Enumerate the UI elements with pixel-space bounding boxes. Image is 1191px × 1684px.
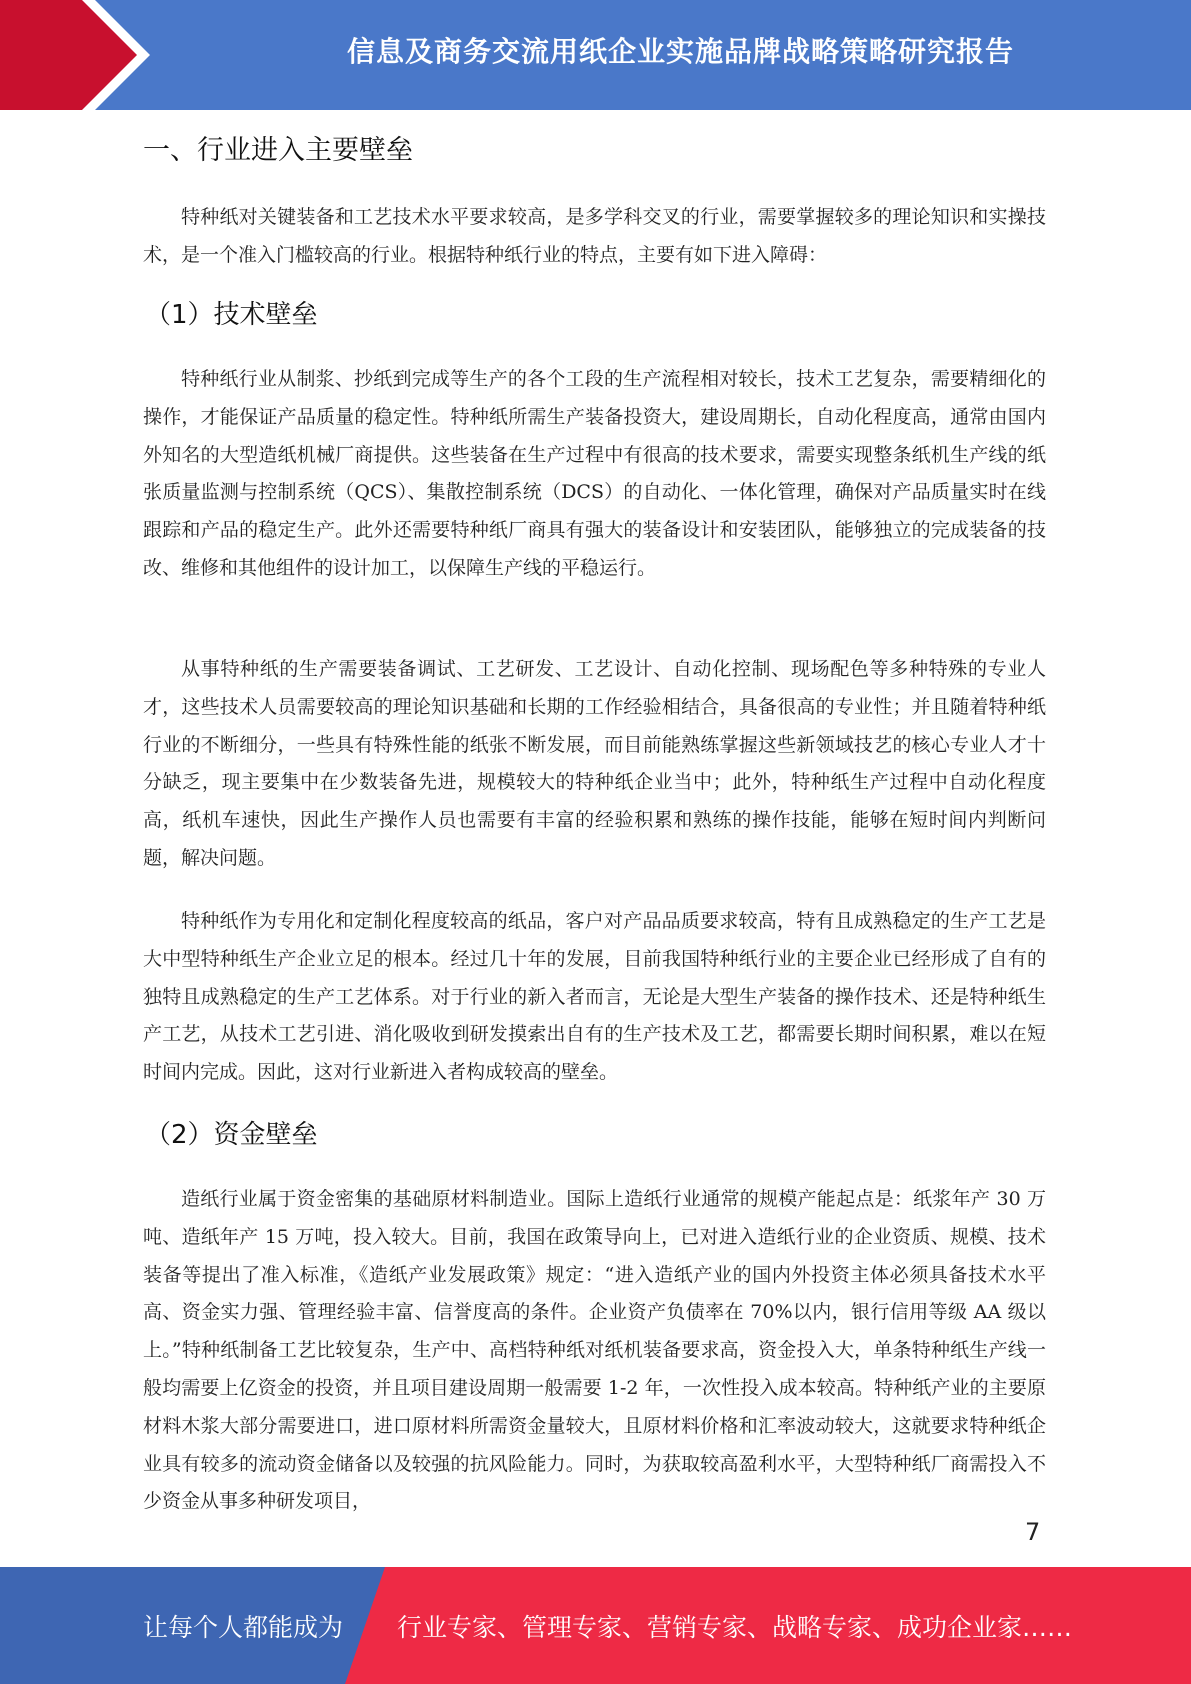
report-title: 信息及商务交流用纸企业实施品牌战略策略研究报告 (346, 35, 1014, 68)
tech-paragraph-3: 特种纸作为专用化和定制化程度较高的纸品，客户对产品品质要求较高，特有且成熟稳定的生产工艺是大中型特种纸生产企业立足的根本。经过几十年的发展，目前我国特种纸行业的主要企业已经形成了自有的独特且成熟稳定的生产工艺体系。对于行业的新入者而言，无论是大型生产装备的操作技术、还是特种纸生产工艺，从技术工艺引进、消化吸收到研发摸索出自有的生产技术及工艺，都需要长期时间积累，难以在短时间内完成。因此，这对行业新进入者构成较高的壁垒。 (143, 910, 1046, 1084)
tech-paragraph-1: 特种纸行业从制浆、抄纸到完成等生产的各个工段的生产流程相对较长，技术工艺复杂，需要精细化的操作，才能保证产品质量的稳定性。特种纸所需生产装备投资大，建设周期长，自动化程度高，通常由国内外知名的大型造纸机械厂商提供。这些装备在生产过程中有很高的技术要求，需要实现整条纸机生产线的纸张质量监测与控制系统（QCS）、集散控制系统（DCS）的自动化、一体化管理，确保对产品质量实时在线跟踪和产品的稳定生产。此外还需要特种纸厂商具有强大的装备设计和安装团队，能够独立的完成装备的技改、维修和其他组件的设计加工，以保障生产线的平稳运行。 (143, 368, 1046, 579)
section-heading: 一、行业进入主要壁垒 (143, 135, 413, 166)
capital-paragraph-1: 造纸行业属于资金密集的基础原材料制造业。国际上造纸行业通常的规模产能起点是：纸浆年产 30 万吨、造纸年产 15 万吨，投入较大。目前，我国在政策导向上，已对进入造纸行业的企业资质、规模、技术装备等提出了准入标准，《造纸产业发展政策》规定：“进入造纸产业的国内外投资主体必须具备技术水平高、资金实力强、管理经验丰富、信誉度高的条件。企业资产负债率在 70%以内，银行信用等级 AA 级以上。”特种纸制备工艺比较复杂，生产中、高档特种纸对纸机装备要求高，资金投入大，单条特种纸生产线一般均需要上亿资金的投资，并且项目建设周期一般需要 1-2 年，一次性投入成本较高。特种纸产业的主要原材料木浆大部分需要进口，进口原材料所需资金量较大，且原材料价格和汇率波动较大，这就要求特种纸企业具有较多的流动资金储备以及较强的抗风险能力。同时，为获取较高盈利水平，大型特种纸厂商需投入不少资金从事多种研发项目， (143, 1188, 1046, 1513)
tech-paragraph-2: 从事特种纸的生产需要装备调试、工艺研发、工艺设计、自动化控制、现场配色等多种特殊的专业人才，这些技术人员需要较高的理论知识基础和长期的工作经验相结合，具备很高的专业性；并且随着特种纸行业的不断细分，一些具有特殊性能的纸张不断发展，而目前能熟练掌握这些新领域技艺的核心专业人才十分缺乏，现主要集中在少数装备先进，规模较大的特种纸企业当中；此外，特种纸生产过程中自动化程度高，纸机车速快，因此生产操作人员也需要有丰富的经验积累和熟练的操作技能，能够在短时间内判断问题，解决问题。 (143, 658, 1046, 869)
chevron-arrow-icon (0, 0, 160, 110)
footer-slogan-right: 行业专家、管理专家、营销专家、战略专家、成功企业家…… (397, 1612, 1073, 1642)
header-band (0, 0, 1191, 110)
page-number: 7 (1025, 1518, 1041, 1546)
subsection-heading-capital-barrier: （2）资金壁垒 (145, 1120, 318, 1150)
subsection-heading-tech-barrier: （1）技术壁垒 (145, 300, 318, 330)
footer-band (0, 1567, 1191, 1684)
footer-slogan-left: 让每个人都能成为 (143, 1612, 344, 1642)
intro-paragraph: 特种纸对关键装备和工艺技术水平要求较高，是多学科交叉的行业，需要掌握较多的理论知识和实操技术，是一个准入门槛较高的行业。根据特种纸行业的特点，主要有如下进入障碍： (143, 206, 1046, 266)
